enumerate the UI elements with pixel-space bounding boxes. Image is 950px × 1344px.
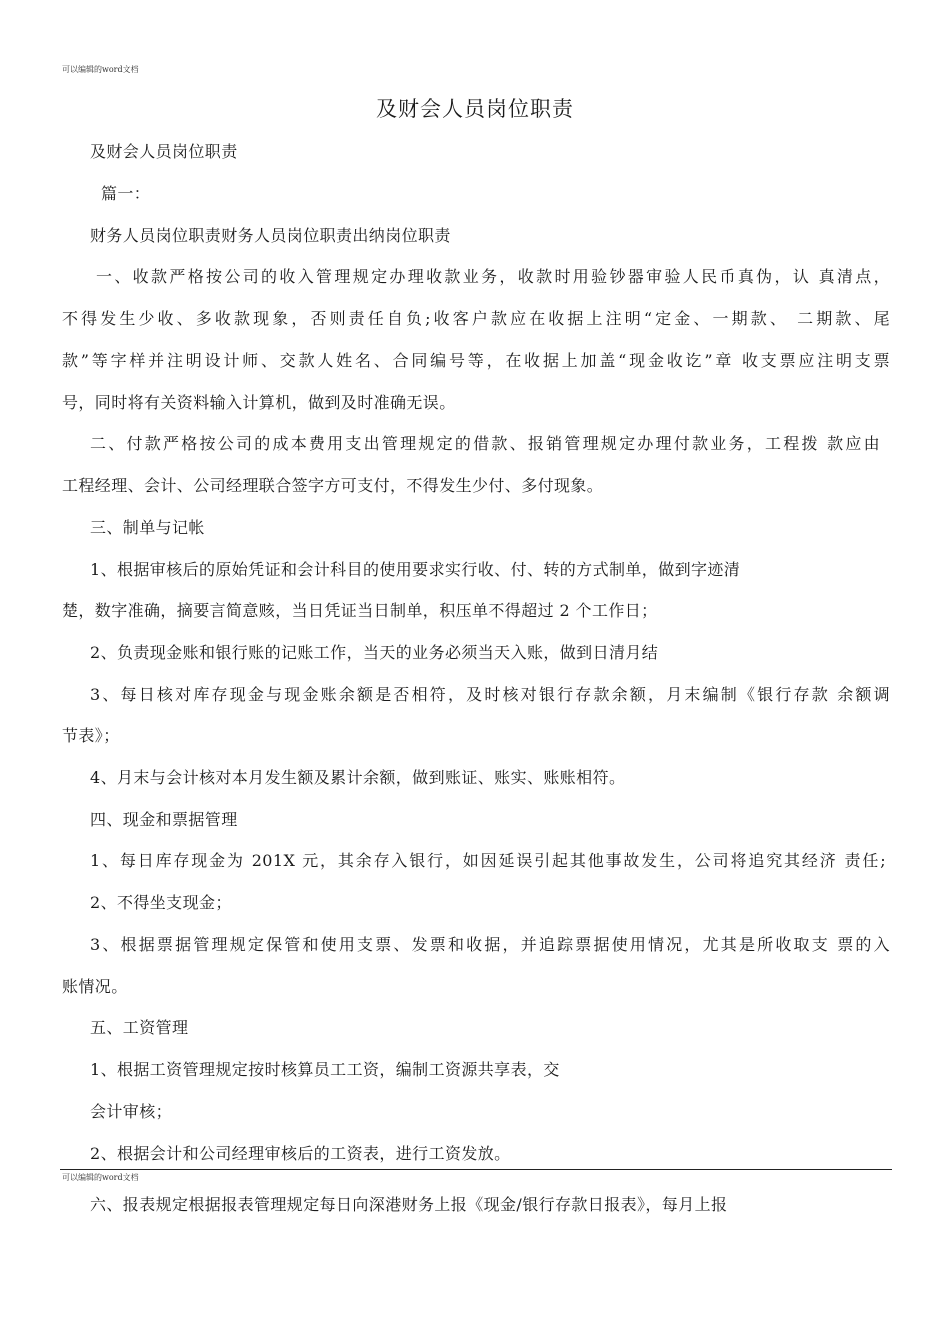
section-heading: 五、工资管理 — [90, 1018, 189, 1037]
section-label: 篇一： — [101, 184, 151, 203]
paragraph-line: 4、月末与会计核对本月发生额及累计余额，做到账证、账实、账账相符。 — [90, 768, 626, 787]
header-note: 可以编辑的word文档 — [62, 65, 139, 74]
paragraph-line: 1、每日库存现金为 201X 元，其余存入银行，如因延误引起其他事故发生，公司将追究其经济 责任; — [90, 851, 886, 870]
document-title: 及财会人员岗位职责 — [376, 97, 574, 121]
paragraph-line: 楚，数字准确，摘要言简意赅，当日凭证当日制单，积压单不得超过 2 个工作日； — [62, 601, 658, 620]
paragraph-line: 1、根据工资管理规定按时核算员工工资，编制工资源共享表，交 — [90, 1060, 560, 1079]
paragraph-line: 2、负责现金账和银行账的记账工作，当天的业务必须当天入账，做到日清月结 — [90, 643, 659, 662]
paragraph-line: 不得发生少收、多收款现象，否则责任自负;收客户款应在收据上注明“定金、一期款、 二期款、尾 — [62, 309, 890, 328]
paragraph-line: 节表》； — [62, 726, 120, 745]
paragraph-line: 2、不得坐支现金； — [90, 893, 232, 912]
paragraph-line: 账情况。 — [62, 977, 128, 996]
section-heading: 四、现金和票据管理 — [90, 810, 238, 829]
paragraph-line: 一、收款严格按公司的收入管理规定办理收款业务，收款时用验钞器审验人民币真伪，认 真清点， — [96, 267, 890, 286]
paragraph-line: 3、每日核对库存现金与现金账余额是否相符，及时核对银行存款余额，月末编制《银行存款 余额调 — [90, 685, 890, 704]
paragraph-line: 二、付款严格按公司的成本费用支出管理规定的借款、报销管理规定办理付款业务，工程拨 款应由 — [90, 434, 880, 453]
paragraph-line: 款”等字样并注明设计师、交款人姓名、合同编号等，在收据上加盖“现金收讫”章 收支票应注明支票 — [62, 351, 890, 370]
paragraph-line: 六、报表规定根据报表管理规定每日向深港财务上报《现金/银行存款日报表》，每月上报 — [90, 1195, 728, 1214]
footer-note: 可以编辑的word文档 — [62, 1173, 139, 1182]
paragraph-line: 号，同时将有关资料输入计算机，做到及时准确无误。 — [62, 393, 456, 412]
paragraph-line: 财务人员岗位职责财务人员岗位职责出纳岗位职责 — [90, 226, 451, 245]
paragraph-line: 会计审核； — [90, 1102, 173, 1121]
section-heading: 三、制单与记帐 — [90, 518, 205, 537]
paragraph-line: 3、根据票据管理规定保管和使用支票、发票和收据，并追踪票据使用情况，尤其是所收取支 票的入 — [90, 935, 890, 954]
paragraph-line: 2、根据会计和公司经理审核后的工资表，进行工资发放。 — [90, 1144, 511, 1163]
footer-divider — [60, 1169, 892, 1170]
paragraph-line: 1、根据审核后的原始凭证和会计科目的使用要求实行收、付、转的方式制单，做到字迹清 — [90, 560, 741, 579]
subtitle-line: 及财会人员岗位职责 — [90, 142, 238, 161]
paragraph-line: 工程经理、会计、公司经理联合签字方可支付，不得发生少付、多付现象。 — [62, 476, 604, 495]
